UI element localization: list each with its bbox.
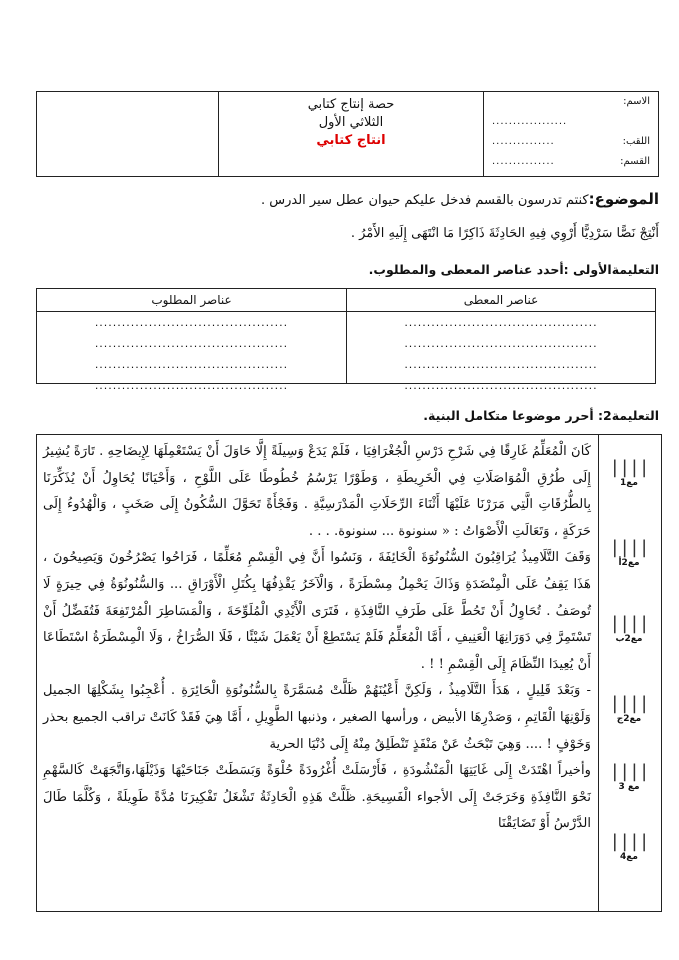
criterion: | | | | مع1 bbox=[605, 457, 653, 488]
class-dots[interactable]: ............... bbox=[492, 156, 555, 167]
required-line[interactable]: ........................................... bbox=[94, 316, 289, 329]
required-line[interactable]: ........................................... bbox=[94, 337, 289, 350]
score-boxes[interactable]: | | | | bbox=[611, 613, 647, 634]
name-dots[interactable]: .................. bbox=[492, 116, 568, 127]
lesson-title: حصة إنتاج كتابي bbox=[307, 97, 395, 112]
red-title: انتاج كتابي bbox=[316, 133, 386, 148]
essay-box bbox=[36, 434, 662, 912]
student-fields bbox=[483, 92, 658, 176]
topic-text: كنتم تدرسون بالقسم فدخل عليكم حيوان عطل سير الدرس . bbox=[260, 193, 589, 208]
given-line[interactable]: ........................................... bbox=[404, 358, 598, 371]
header-box bbox=[36, 91, 659, 177]
empty-cell bbox=[37, 92, 218, 176]
surname-dots[interactable]: ............... bbox=[492, 136, 555, 147]
criterion: | | | | مع2ب bbox=[605, 613, 653, 644]
score-boxes[interactable]: | | | | bbox=[611, 761, 647, 782]
task1-instruction: التعليمةالأولى :أحدد عناصر المعطى والمطلوب. bbox=[368, 262, 659, 277]
score-boxes[interactable]: | | | | bbox=[611, 457, 647, 478]
topic-label: الموضوع: bbox=[588, 190, 659, 208]
trimester: الثلاثي الأول bbox=[318, 115, 384, 130]
title-cell bbox=[218, 92, 483, 176]
given-column bbox=[346, 289, 655, 392]
given-line[interactable]: ........................................... bbox=[404, 316, 598, 329]
score-boxes[interactable]: | | | | bbox=[611, 693, 647, 714]
score-boxes[interactable]: | | | | bbox=[611, 831, 647, 852]
required-column bbox=[37, 289, 346, 392]
task2-instruction: التعليمة2: أحرر موضوعا متكامل البنية. bbox=[423, 408, 659, 423]
paragraph: وأخيراً اهْتَدَتْ إِلَى غَايَتِهَا الْمَنْشُودَةِ ، فَأَرْسَلَتْ أُغْرُودَةً حُلْوَةً وَبَسَطَتْ جَنَاحَيْهَا وَذَيْلَهَا،وَاتَّجَهَتْ كَالسَّهْمِ نَحْوَ النَّافِذَةِ وَخَرَجَتْ إِلَى الأجواء الْفَسِيحَةِ. ظَلَّتْ هَذِهِ الْحَادِثَةُ تَشْغَلُ تَفْكِيرَنَا مُدَّةً طَوِيلَةً ، وَكُلَّمَا طَالَ الدَّرْسُ أَوْ تَضَايَقْنَا bbox=[43, 763, 591, 832]
given-header: عناصر المعطى bbox=[347, 289, 655, 312]
score-boxes[interactable]: | | | | bbox=[611, 537, 647, 558]
criterion: | | | | مع2أ bbox=[605, 537, 653, 568]
main-instruction: أَنْتِجْ نَصًّا سَرْدِيًّا أَرْوِي فِيهِ الحَادِثَةَ ذَاكِرًا مَا انْتَهَى إِلَيهِ الأَمْرُ . bbox=[350, 226, 659, 241]
given-line[interactable]: ........................................... bbox=[404, 379, 598, 392]
criteria-column bbox=[598, 435, 661, 911]
paragraph: - وَبَعْدَ قَلِيلٍ ، هَدَأَ التَّلَامِيذُ ، وَلَكِنَّ أَعْيُنَهُمْ ظَلَّتْ مُسَمَّرَةً بِالسُّنُونُوَةِ الْحَائِرَةِ . أُعْجِبُوا بِشَكْلِهَا الجميل وَلَوْنِهَا الْقَاتِمِ ، وَصَدْرِهَا الأبيض ، ورأسها الصغير ، وذنبها الطَّوِيلِ ، أَمَّا هِيَ فَقَدْ كَانَتْ تراقب الجميع بحذر وَخَوْفٍ ! .... وَهِيَ تَبْحَثُ عَنْ مَنْفَذٍ تَنْطَلِقُ مِنْهُ إِلَى دُنْيَا الحرية bbox=[43, 683, 591, 752]
criterion: | | | | مع4 bbox=[605, 831, 653, 862]
essay-text bbox=[43, 439, 591, 838]
surname-label: اللقب: bbox=[622, 136, 650, 147]
paragraph: كَانَ الْمُعَلِّمُ غَارِقًا فِي شَرْحِ دَرْسِ الْجُغْرَافِيَا ، فَلَمْ يَدَعْ وَسِيلَةً إِلَّا حَاوَلَ أَنْ يَسْتَعْمِلَهَا لِإِيضَاحِهِ . تَارَةً يُشِيرُ إِلَى طُرُقِ الْمُوَاصَلَاتِ فِي الْخَرِيطَةِ ، وَطَوْرًا يَرْسُمُ خُطُوطًا عَلَى اللَّوْحِ ، وَأَحْيَانًا يُحَاوِلُ أَنْ يُذَكِّرَنَا بِالطُّرُقَاتِ الَّتِي مَرَرْنَا عَلَيْهَا أَثْنَاءَ الرِّحَلَاتِ الْمَدْرَسِيَّةِ . وَفَجْأَةً تَحَوَّلَ السُّكُونُ إِلَى صَخَبٍ ، وَالْهُدُوءُ إِلَى حَرَكَةٍ ، وَتَعَالَتِ الْأَصْوَاتُ : « سنونوة ... سنونوة. . . . bbox=[43, 444, 591, 539]
class-label: القسم: bbox=[620, 156, 650, 167]
given-line[interactable]: ........................................... bbox=[404, 337, 598, 350]
paragraph: وَقَفَ التَّلَامِيذُ يُرَاقِبُونَ السُّنُونُوَةَ الْخَائِفَةَ ، وَنَسُوا أَنَّ فِي الْقِسْمِ مُعَلِّمًا ، فَرَاحُوا يَصْرُخُونَ وَيَصِيحُونَ ، هَذَا يَقِفُ عَلَى الْمِنْضَدَةِ وَذَاكَ يَحْمِلُ مِسْطَرَةً ، وَالْآخَرُ يَقْذِفُهَا بِكُتَلِ الْأَوْرَاقِ ... وَالسُّنُونُوَةُ فِي حِيرَةٍ لَا تُوصَفُ . تُحَاوِلُ أَنْ تَحُطَّ عَلَى طَرَفِ النَّافِذَةِ ، فَتَرَى الْأَيْدِي الْمُلَوِّحَةَ ، وَالْمَسَاطِرَ الْمُرْتَفِعَةَ فَتُفَضِّلُ أَنْ تَسْتَمِرَّ فِي دَوَرَانِهَا الْعَنِيفِ ، أَمَّا الْمُعَلِّمُ فَلَمْ يَسْتَطِعْ أَنْ يَعْمَلَ شَيْئًا ، فَلَا الصُّرَاخُ ، وَلَا الْمِسْطَرَةُ اسْتَطَاعَا أَنْ يُعِيدَا النِّظَامَ إِلَى الْقِسْمِ ! ! . bbox=[43, 550, 591, 672]
topic-line bbox=[36, 190, 659, 208]
name-label: الاسم: bbox=[623, 96, 650, 107]
elements-table bbox=[36, 288, 656, 392]
required-line[interactable]: ........................................... bbox=[94, 379, 289, 392]
criterion: | | | | مع 3 bbox=[605, 761, 653, 792]
required-header: عناصر المطلوب bbox=[37, 289, 346, 312]
required-line[interactable]: ........................................... bbox=[94, 358, 289, 371]
criterion: | | | | مع2ج bbox=[605, 693, 653, 724]
